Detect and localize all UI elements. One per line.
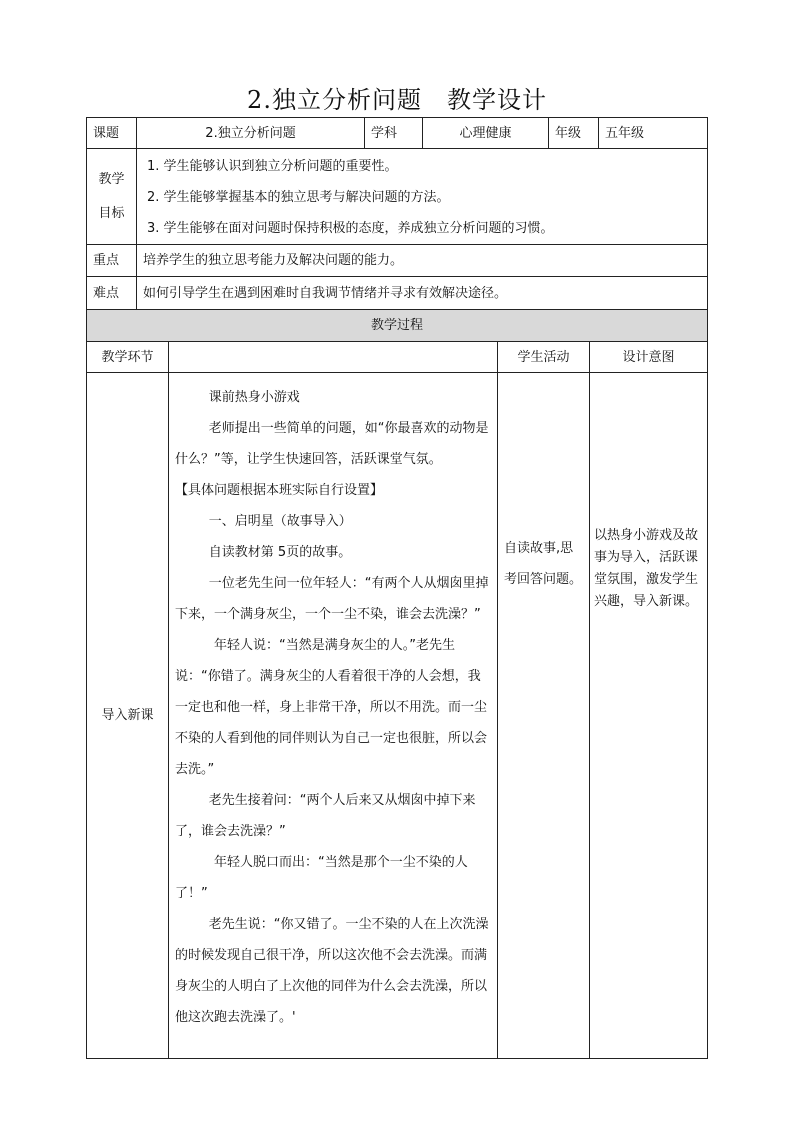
course-value: 2.独立分析问题 xyxy=(137,118,365,149)
content-paragraph: 老先生说：“你又错了。一尘不染的人在上次洗澡的时候发现自己很干净，所以这次他不会去洗澡。而满身灰尘的人明白了上次他的同伴为什么会去洗澡，所以他这次跑去洗澡了。' xyxy=(175,917,489,1025)
student-activity: 自读故事,思考回答问题。 xyxy=(498,373,590,1059)
col-activity: 学生活动 xyxy=(498,342,590,373)
content-paragraph: 年轻人脱口而出：“当然是那个一尘不染的人了！” xyxy=(175,855,468,901)
difficulty-row xyxy=(87,277,708,310)
objective-item: 1. 学生能够认识到独立分析问题的重要性。 xyxy=(147,159,398,174)
content-paragraph: 课前热身小游戏 xyxy=(208,390,300,405)
process-section-title: 教学过程 xyxy=(87,310,708,342)
content-paragraph: 老先生接着问：“两个人后来又从烟囱中掉下来了，谁会去洗澡？” xyxy=(175,793,476,839)
course-label: 课题 xyxy=(87,118,137,149)
content-paragraph: 一位老先生问一位年轻人：“有两个人从烟囱里掉下来，一个满身灰尘，一个一尘不染，谁会去洗澡？” xyxy=(175,576,489,622)
col-content xyxy=(169,342,498,373)
objectives-label: 教学 目标 xyxy=(87,149,137,245)
objectives-row xyxy=(87,149,708,245)
objectives-list xyxy=(137,149,708,245)
content-paragraph: 【具体问题根据本班实际自行设置】 xyxy=(175,483,384,498)
difficulty-label: 难点 xyxy=(87,277,137,310)
col-intent: 设计意图 xyxy=(590,342,708,373)
grade-value: 五年级 xyxy=(599,118,708,149)
process-stage-row xyxy=(87,373,708,1059)
info-row xyxy=(87,118,708,149)
key-point-value: 培养学生的独立思考能力及解决问题的能力。 xyxy=(137,245,708,277)
col-stage: 教学环节 xyxy=(87,342,169,373)
page-title: 2.独立分析问题 教学设计 xyxy=(247,86,547,114)
process-header-row xyxy=(87,310,708,342)
subject-label: 学科 xyxy=(365,118,423,149)
content-paragraph: 自读教材第 5页的故事。 xyxy=(208,545,352,560)
key-point-label: 重点 xyxy=(87,245,137,277)
difficulty-value: 如何引导学生在遇到困难时自我调节情绪并寻求有效解决途径。 xyxy=(137,277,708,310)
content-paragraph: 一、启明星（故事导入） xyxy=(208,514,352,529)
objective-item: 3. 学生能够在面对问题时保持积极的态度，养成独立分析问题的习惯。 xyxy=(147,221,554,236)
process-columns-row xyxy=(87,342,708,373)
lesson-info-table xyxy=(86,117,708,310)
key-point-row xyxy=(87,245,708,277)
stage-name: 导入新课 xyxy=(87,373,169,1059)
objective-item: 2. 学生能够掌握基本的独立思考与解决问题的方法。 xyxy=(147,190,450,205)
content-paragraph: 老师提出一些简单的问题，如“你最喜欢的动物是什么？”等，让学生快速回答，活跃课堂气氛。 xyxy=(175,421,489,467)
grade-label: 年级 xyxy=(549,118,599,149)
teaching-process-table xyxy=(86,309,708,1059)
design-intent: 以热身小游戏及故事为导入，活跃课堂氛围，激发学生兴趣，导入新课。 xyxy=(590,373,708,1059)
content-paragraph: 年轻人说：“当然是满身灰尘的人。”老先生说：“你错了。满身灰尘的人看着很干净的人会想，我一定也和他一样，身上非常干净，所以不用洗。而一尘不染的人看到他的同伴则认为自己一定也很脏，所以会去洗。” xyxy=(175,638,488,777)
stage-content xyxy=(169,373,498,1059)
subject-value: 心理健康 xyxy=(423,118,549,149)
